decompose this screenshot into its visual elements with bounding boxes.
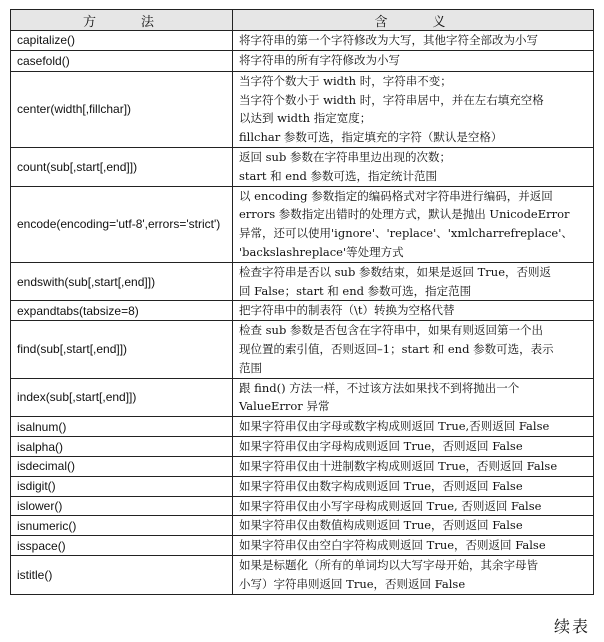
meaning-line: 当字符个数小于 width 时，字符串居中，并在左右填充空格 bbox=[239, 92, 544, 107]
meaning-line: 跟 find() 方法一样，不过该方法如果找不到将抛出一个 bbox=[239, 380, 520, 395]
method-cell: casefold() bbox=[11, 50, 233, 71]
meaning-line: 如果字符串仅由字母构成则返回 True，否则返回 False bbox=[239, 439, 523, 454]
meaning-line: 'backslashreplace'等处理方式 bbox=[239, 244, 404, 259]
meaning-cell bbox=[233, 555, 594, 594]
table-row bbox=[11, 31, 594, 51]
meaning-line: 当字符个数大于 width 时，字符串不变； bbox=[239, 73, 452, 88]
meaning-cell bbox=[233, 262, 594, 301]
meaning-line: 范围 bbox=[239, 360, 262, 375]
meaning-line: start 和 end 参数可选，指定统计范围 bbox=[239, 168, 438, 183]
method-cell: isdecimal() bbox=[11, 456, 233, 476]
meaning-line: 小写）字符串则返回 True，否则返回 False bbox=[239, 576, 466, 591]
table-row bbox=[11, 555, 594, 594]
table-row bbox=[11, 536, 594, 556]
meaning-cell bbox=[233, 186, 594, 262]
method-cell: endswith(sub[,start[,end]]) bbox=[11, 262, 233, 301]
method-cell: isalnum() bbox=[11, 417, 233, 437]
meaning-line: 检查字符串是否以 sub 参数结束，如果是返回 True，否则返 bbox=[239, 264, 552, 279]
meaning-line: 回 False；start 和 end 参数可选，指定范围 bbox=[239, 283, 472, 298]
table-header-row bbox=[11, 10, 594, 31]
meaning-cell bbox=[233, 437, 594, 457]
meaning-line: fillchar 参数可选，指定填充的字符（默认是空格） bbox=[239, 130, 503, 145]
meaning-line: 将字符串的第一个字符修改为大写，其他字符全部改为小写 bbox=[239, 33, 538, 47]
meaning-line: 现位置的索引值，否则返回–1；start 和 end 参数可选，表示 bbox=[239, 341, 554, 356]
table-row bbox=[11, 147, 594, 186]
header-meaning: 含 义 bbox=[233, 10, 594, 31]
meaning-cell bbox=[233, 301, 594, 321]
meaning-line: ValueError 异常 bbox=[239, 399, 330, 414]
meaning-line: 如果字符串仅由字母或数字构成则返回 True,否则返回 False bbox=[239, 419, 550, 434]
method-cell: isnumeric() bbox=[11, 516, 233, 536]
meaning-line: errors 参数指定出错时的处理方式，默认是抛出 UnicodeError bbox=[239, 207, 570, 222]
table-row bbox=[11, 301, 594, 321]
header-method: 方 法 bbox=[11, 10, 233, 31]
meaning-cell bbox=[233, 147, 594, 186]
meaning-line: 以 encoding 参数指定的编码格式对字符串进行编码，并返回 bbox=[239, 188, 553, 203]
table-row bbox=[11, 476, 594, 496]
meaning-line: 检查 sub 参数是否包含在字符串中，如果有则返回第一个出 bbox=[239, 323, 543, 338]
method-cell: expandtabs(tabsize=8) bbox=[11, 301, 233, 321]
table-row bbox=[11, 262, 594, 301]
method-cell: center(width[,fillchar]) bbox=[11, 71, 233, 147]
meaning-cell bbox=[233, 50, 594, 71]
meaning-cell bbox=[233, 516, 594, 536]
method-cell: isalpha() bbox=[11, 437, 233, 457]
table-row bbox=[11, 50, 594, 71]
table-row bbox=[11, 516, 594, 536]
meaning-cell bbox=[233, 476, 594, 496]
table-row bbox=[11, 456, 594, 476]
method-cell: islower() bbox=[11, 496, 233, 516]
meaning-cell bbox=[233, 536, 594, 556]
meaning-cell bbox=[233, 71, 594, 147]
meaning-cell bbox=[233, 31, 594, 51]
table-row bbox=[11, 321, 594, 378]
meaning-cell bbox=[233, 378, 594, 417]
meaning-line: 将字符串的所有字符修改为小写 bbox=[239, 53, 400, 68]
meaning-cell bbox=[233, 321, 594, 378]
method-cell: encode(encoding='utf-8',errors='strict') bbox=[11, 186, 233, 262]
meaning-line: 把字符串中的制表符（\t）转换为空格代替 bbox=[239, 303, 455, 318]
meaning-line: 如果字符串仅由数值构成则返回 True，否则返回 False bbox=[239, 518, 523, 533]
method-cell: count(sub[,start[,end]]) bbox=[11, 147, 233, 186]
meaning-line: 如果是标题化（所有的单词均以大写字母开始，其余字母皆 bbox=[239, 557, 538, 572]
method-cell: capitalize() bbox=[11, 31, 233, 51]
table-row bbox=[11, 186, 594, 262]
continued-table-label: 续表 bbox=[553, 617, 590, 636]
meaning-line: 如果字符串仅由空白字符构成则返回 True，否则返回 False bbox=[239, 538, 546, 553]
meaning-line: 异常，还可以使用'ignore'、'replace'、'xmlcharrefreplace'、 bbox=[239, 226, 573, 241]
meaning-cell bbox=[233, 496, 594, 516]
method-cell: find(sub[,start[,end]]) bbox=[11, 321, 233, 378]
method-cell: isspace() bbox=[11, 536, 233, 556]
table-row bbox=[11, 496, 594, 516]
table-row bbox=[11, 417, 594, 437]
meaning-cell bbox=[233, 417, 594, 437]
string-methods-table bbox=[10, 9, 594, 595]
table-row bbox=[11, 378, 594, 417]
method-cell: isdigit() bbox=[11, 476, 233, 496]
meaning-line: 如果字符串仅由十进制数字构成则返回 True，否则返回 False bbox=[239, 458, 558, 473]
meaning-line: 如果字符串仅由数字构成则返回 True，否则返回 False bbox=[239, 478, 523, 493]
meaning-line: 以达到 width 指定宽度； bbox=[239, 111, 372, 126]
meaning-line: 返回 sub 参数在字符串里边出现的次数； bbox=[239, 149, 451, 164]
meaning-line: 如果字符串仅由小写字母构成则返回 True, 否则返回 False bbox=[239, 498, 542, 513]
table-row bbox=[11, 71, 594, 147]
table-row bbox=[11, 437, 594, 457]
method-cell: index(sub[,start[,end]]) bbox=[11, 378, 233, 417]
meaning-cell bbox=[233, 456, 594, 476]
method-cell: istitle() bbox=[11, 555, 233, 594]
